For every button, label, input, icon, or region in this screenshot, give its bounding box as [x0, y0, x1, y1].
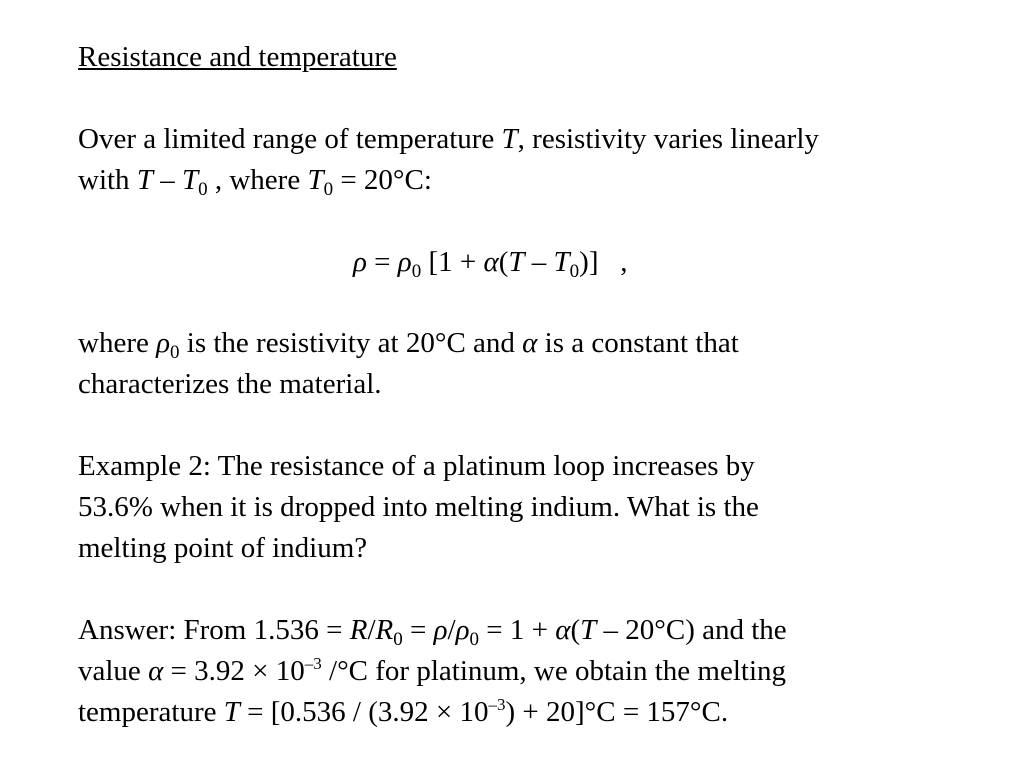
answer-text: = [0.536 / (3.92 × 10: [239, 696, 489, 728]
answer-text: /°C for platinum, we obtain the melting: [321, 655, 787, 687]
where-line-2: characterizes the material.: [78, 368, 382, 400]
variable-T: T: [580, 614, 597, 646]
subscript-zero: 0: [323, 179, 334, 200]
subscript-zero: 0: [393, 629, 403, 650]
where-text: is a constant that: [537, 327, 739, 359]
subscript-zero: 0: [198, 179, 208, 200]
answer-line-2: [78, 651, 786, 692]
variable-T: T: [501, 123, 518, 155]
equals-sign: =: [366, 246, 398, 278]
answer-text: ) + 20]°C = 157°C.: [505, 696, 729, 728]
rho0-symbol: ρ: [455, 614, 470, 646]
intro-text: , resistivity varies linearly: [517, 123, 819, 155]
alpha-symbol: α: [522, 327, 538, 359]
rho-symbol: ρ: [353, 246, 367, 278]
intro-line-2: [78, 160, 432, 201]
where-text: where: [78, 327, 157, 359]
variable-R: R: [349, 614, 368, 646]
variable-R0: R: [375, 614, 394, 646]
rho0-symbol: ρ: [397, 246, 412, 278]
page-title: Resistance and temperature: [78, 41, 397, 73]
equation-comma: ,: [598, 246, 628, 278]
answer-text: = 1 +: [478, 614, 556, 646]
intro-text: with: [78, 164, 137, 196]
rho0-symbol: ρ: [156, 327, 171, 359]
subscript-zero: 0: [411, 261, 422, 282]
subscript-zero: 0: [469, 629, 479, 650]
example-line-1: Example 2: The resistance of a platinum loop increases by: [78, 450, 755, 482]
answer-text: temperature: [78, 696, 224, 728]
intro-text: Over a limited range of temperature: [78, 123, 502, 155]
variable-T: T: [223, 696, 240, 728]
equals-sign: =: [402, 614, 434, 646]
variable-T0: T: [181, 164, 199, 196]
alpha-symbol: α: [148, 655, 164, 687]
exponent: –3: [304, 654, 322, 673]
alpha-symbol: α: [483, 246, 499, 278]
intro-text: , where: [207, 164, 308, 196]
slash: /: [367, 614, 376, 646]
minus-sign: –: [524, 246, 554, 278]
answer-text: = 3.92 × 10: [163, 655, 305, 687]
variable-T0: T: [307, 164, 324, 196]
intro-line-1: [78, 119, 819, 160]
equation-text: )]: [579, 246, 599, 278]
resistivity-equation: [353, 242, 627, 283]
subscript-zero: 0: [569, 261, 580, 282]
where-line-1: [78, 323, 739, 364]
variable-T: T: [136, 164, 153, 196]
where-text: is the resistivity at 20°C and: [179, 327, 523, 359]
answer-line-3: [78, 692, 728, 733]
intro-text: = 20°C:: [333, 164, 432, 196]
slide: [78, 0, 978, 768]
variable-T: T: [508, 246, 525, 278]
alpha-symbol: α: [555, 614, 571, 646]
example-line-3: melting point of indium?: [78, 532, 368, 564]
subscript-zero: 0: [170, 342, 180, 363]
rho-symbol: ρ: [433, 614, 448, 646]
answer-text: – 20°C) and the: [596, 614, 787, 646]
answer-line-1: [78, 610, 787, 651]
exponent: –3: [488, 695, 506, 714]
equation-text: [1 +: [421, 246, 484, 278]
paren: (: [498, 246, 509, 278]
minus-sign: –: [152, 164, 182, 196]
example-line-2: 53.6% when it is dropped into melting indium. What is the: [78, 491, 759, 523]
slash: /: [447, 614, 456, 646]
answer-text: value: [78, 655, 149, 687]
answer-text: Answer: From 1.536 =: [78, 614, 350, 646]
paren: (: [570, 614, 581, 646]
variable-T0: T: [553, 246, 570, 278]
